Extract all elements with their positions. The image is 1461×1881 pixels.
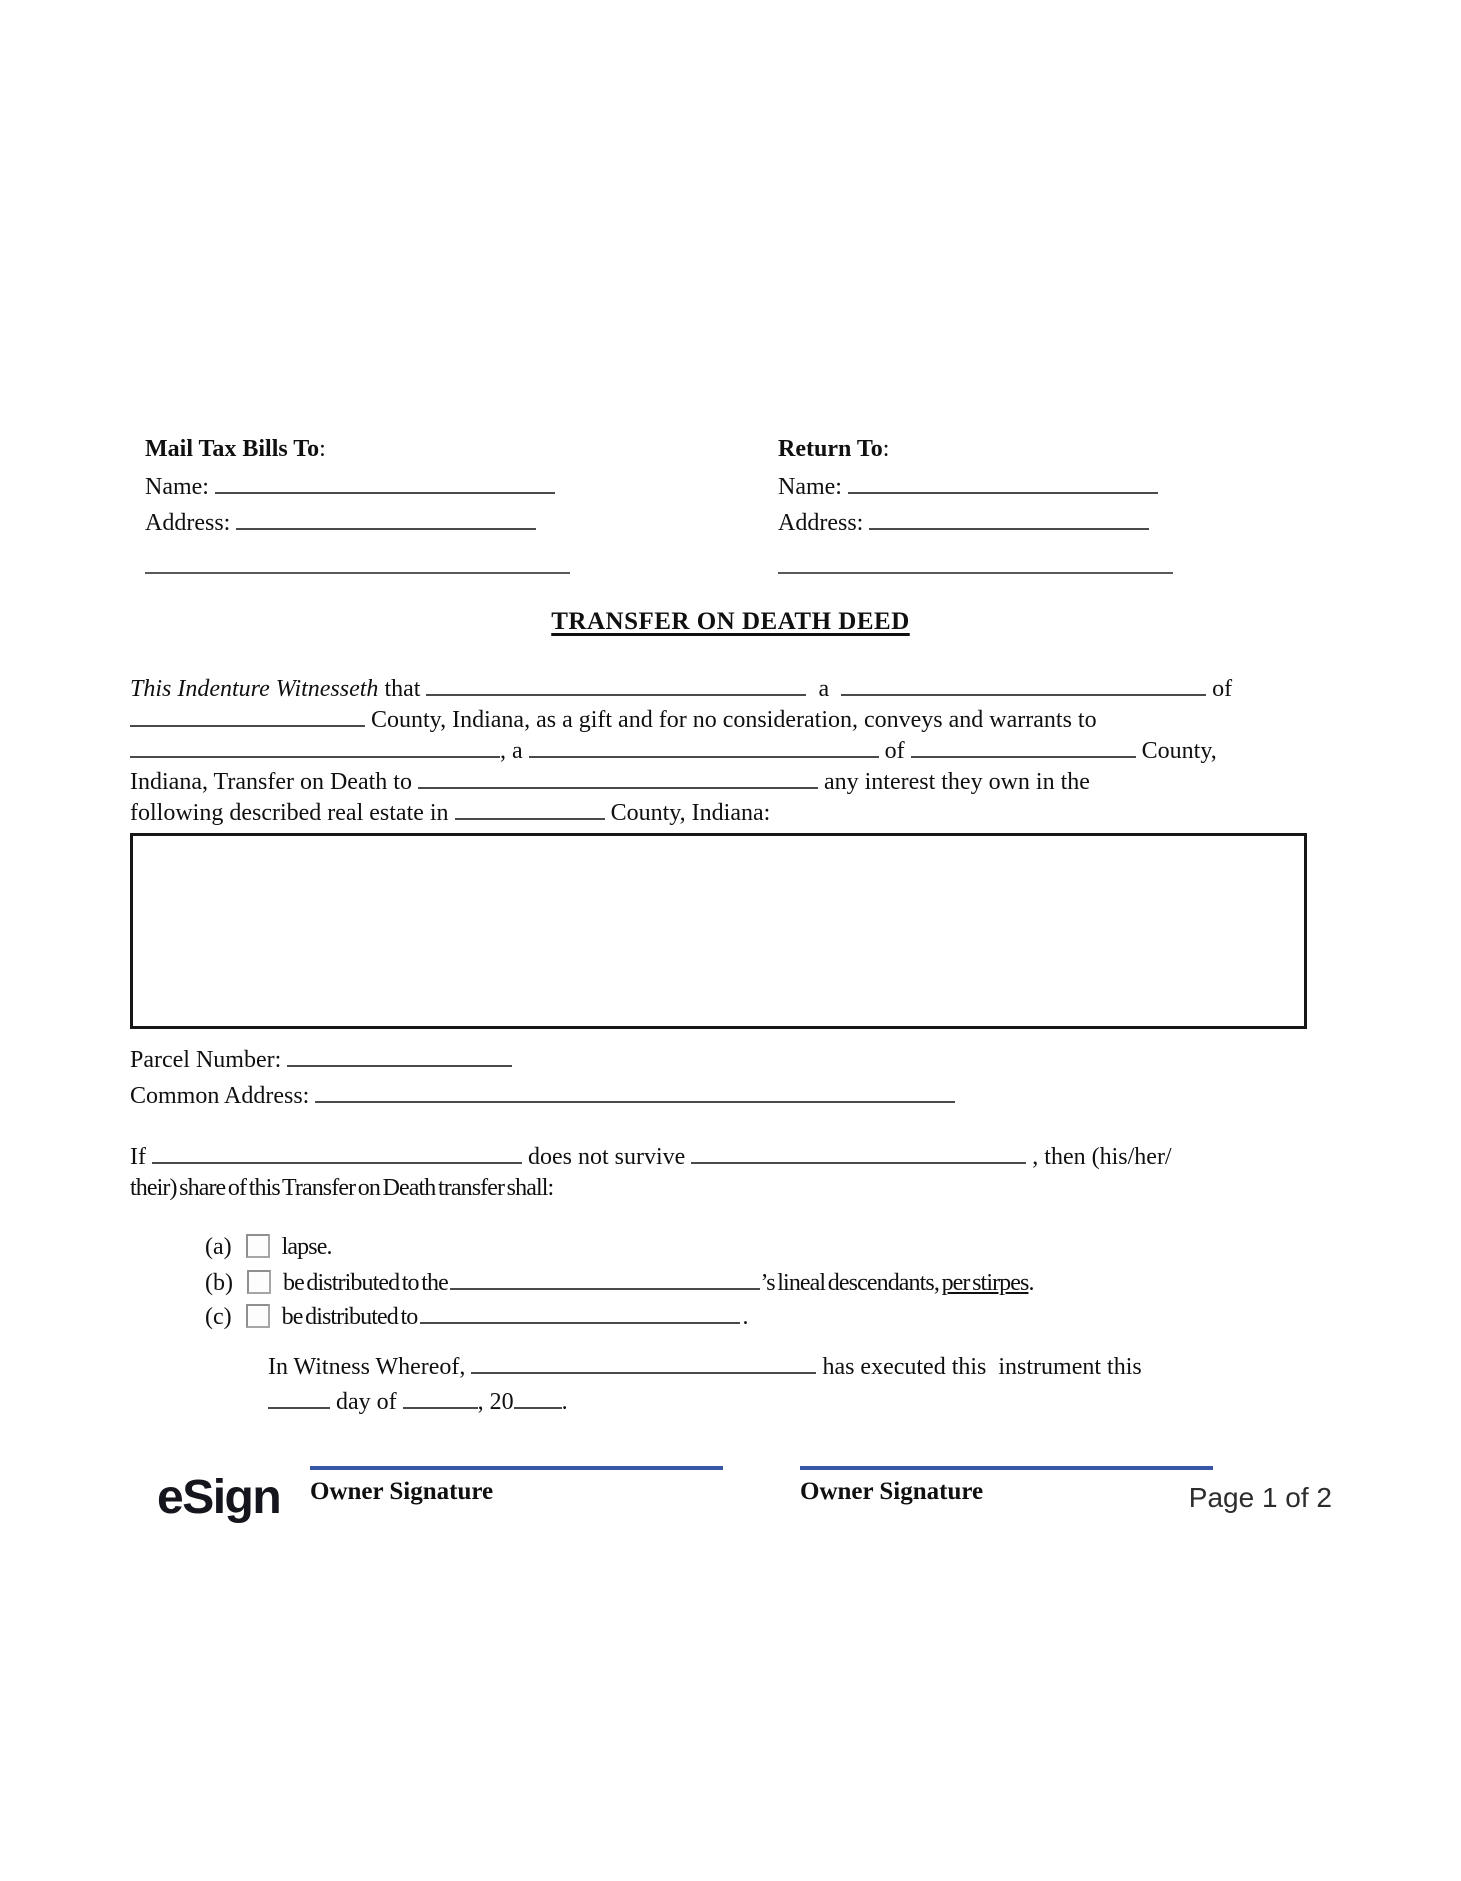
year-blank (514, 1387, 562, 1409)
return-to-address-blank (869, 508, 1149, 530)
survival-end-text: , then (his/her/ (1026, 1144, 1172, 1170)
common-address-row (130, 1078, 955, 1114)
option-c-checkbox[interactable] (246, 1304, 270, 1328)
option-a-checkbox[interactable] (246, 1234, 270, 1258)
owner-signature-line-left[interactable] (310, 1466, 723, 1470)
survivor-name-blank (152, 1142, 522, 1164)
survival-section (130, 1142, 1172, 1204)
mail-tax-section (145, 436, 615, 574)
option-c-text: be distributed to (281, 1304, 420, 1330)
mail-tax-extra-line (145, 572, 570, 574)
deed-county-text: County, (1135, 738, 1217, 764)
legal-description-box[interactable] (130, 833, 1307, 1029)
witness-line-1 (268, 1350, 1142, 1385)
owner-status-blank (841, 674, 1206, 696)
options-section (205, 1234, 1034, 1336)
return-to-name-blank (848, 472, 1158, 494)
grantee-status-blank (529, 736, 879, 758)
option-b-text-2: ’s lineal descendants, (760, 1270, 942, 1296)
mail-tax-heading-text: Mail Tax Bills To (145, 436, 320, 462)
grantee-county-blank (911, 736, 1136, 758)
option-b-checkbox[interactable] (247, 1270, 271, 1294)
parcel-section (130, 1042, 955, 1114)
option-b-period: . (1028, 1270, 1034, 1296)
option-a-text: lapse. (281, 1234, 332, 1260)
owner-signature-label-left: Owner Signature (310, 1478, 494, 1505)
indenture-witnesseth-text: This Indenture Witnesseth (130, 676, 379, 702)
grantee-name-blank (130, 736, 500, 758)
survival-line-2 (130, 1173, 1172, 1204)
option-c-row (205, 1302, 1034, 1336)
mail-tax-address-label: Address: (145, 510, 231, 536)
parcel-number-row (130, 1042, 955, 1078)
witness-line-2 (268, 1385, 1142, 1420)
mail-tax-name-label: Name: (145, 474, 209, 500)
day-blank (268, 1387, 330, 1409)
tod-beneficiary-blank (418, 767, 818, 789)
mail-tax-name-blank (215, 472, 555, 494)
deed-county-indiana-text: County, Indiana: (604, 800, 771, 826)
owner-signature-line-right[interactable] (800, 1466, 1213, 1470)
property-county-blank (455, 798, 605, 820)
witness-period: . (561, 1389, 568, 1415)
survival-if-text: If (130, 1144, 152, 1170)
deed-tod-text: Indiana, Transfer on Death to (130, 769, 418, 795)
option-a-label: (a) (205, 1234, 232, 1260)
mail-tax-address-row (145, 508, 615, 544)
witness-section (268, 1350, 1142, 1420)
decedent-name-blank (691, 1142, 1026, 1164)
deed-paragraph (130, 674, 1232, 829)
witness-whereof-text: In Witness Whereof, (268, 1354, 472, 1380)
parcel-number-label: Parcel Number: (130, 1047, 282, 1073)
esign-logo: eSign (157, 1471, 281, 1524)
deed-a-text: a (806, 676, 842, 702)
owner-signature-label-right: Owner Signature (800, 1478, 984, 1505)
return-to-heading-text: Return To (778, 436, 883, 462)
deed-line-3 (130, 736, 1232, 767)
common-address-blank (315, 1081, 955, 1103)
witness-executed-text: has executed this instrument this (816, 1354, 1142, 1380)
return-to-section (778, 436, 1218, 574)
year-20-text: , 20 (477, 1389, 514, 1415)
option-c-label: (c) (205, 1304, 232, 1330)
option-c-period: . (739, 1304, 748, 1330)
option-b-row (205, 1268, 1034, 1302)
deed-conveys-text: County, Indiana, as a gift and for no consideration, conveys and warrants to (365, 707, 1097, 733)
option-a-row (205, 1234, 1034, 1268)
return-to-name-row (778, 472, 1218, 508)
return-to-address-row (778, 508, 1218, 544)
owner-county-blank (130, 705, 365, 727)
deed-comma-a-text: , a (500, 738, 529, 764)
day-of-text: day of (330, 1389, 403, 1415)
return-to-name-label: Name: (778, 474, 842, 500)
survival-share-text: their) share of this Transfer on Death transfer shall: (130, 1175, 554, 1201)
option-b-text-1: be distributed to the (282, 1270, 451, 1296)
owner-name-blank (426, 674, 806, 696)
deed-interest-text: any interest they own in the (817, 769, 1090, 795)
deed-line-5 (130, 798, 1232, 829)
mail-tax-heading (145, 436, 615, 472)
return-to-address-label: Address: (778, 510, 864, 536)
document-title: TRANSFER ON DEATH DEED (551, 608, 910, 635)
deed-line-2 (130, 705, 1232, 736)
mail-tax-heading-colon: : (319, 436, 326, 462)
deed-real-estate-text: following described real estate in (130, 800, 455, 826)
mail-tax-name-row (145, 472, 615, 508)
common-address-label: Common Address: (130, 1083, 310, 1109)
option-b-name-blank (450, 1268, 760, 1290)
deed-line-4 (130, 767, 1232, 798)
parcel-number-blank (287, 1045, 512, 1067)
page-number: Page 1 of 2 (1188, 1482, 1332, 1513)
return-to-heading-colon: : (882, 436, 890, 462)
survival-mid-text: does not survive (521, 1144, 692, 1170)
deed-line-1 (130, 674, 1232, 705)
executor-name-blank (471, 1352, 816, 1374)
per-stirpes-text: per stirpes (941, 1270, 1029, 1296)
survival-line-1 (130, 1142, 1172, 1173)
return-to-heading (778, 436, 1218, 472)
option-b-label: (b) (205, 1270, 233, 1296)
deed-that-text: that (378, 676, 427, 702)
mail-tax-address-blank (236, 508, 536, 530)
deed-of-text-2: of (878, 738, 911, 764)
deed-of-text: of (1206, 676, 1233, 702)
option-c-name-blank (420, 1302, 740, 1324)
month-blank (403, 1387, 478, 1409)
return-to-extra-line (778, 572, 1173, 574)
